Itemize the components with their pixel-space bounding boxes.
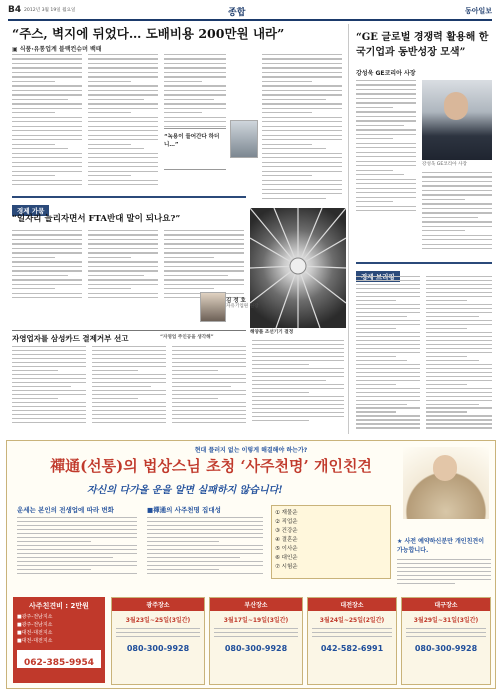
executive-face xyxy=(444,92,468,120)
fortune-item: ⑦ 시험운 xyxy=(275,564,298,570)
ad-monk-image xyxy=(403,447,489,519)
column-box-label: 경제 가뭄 xyxy=(12,205,49,216)
issue-date: 2012년 3월 19일 월요일 xyxy=(24,8,76,13)
column-box-2-tag: “자영업 주인공을 생각해” xyxy=(160,335,214,340)
venue-date: 3월17일~19일(3일간) xyxy=(223,617,289,624)
venue-phone: 080-300-9928 xyxy=(224,643,288,653)
column-box-text-2 xyxy=(88,230,158,300)
ad-price: 사주친견비 : 2만원 xyxy=(29,602,89,610)
venue-phone: 042-582-6991 xyxy=(320,643,384,653)
venue-city: 대전장소 xyxy=(308,598,396,611)
main-article-col-4 xyxy=(262,54,342,204)
right-article-text-2 xyxy=(422,172,492,252)
columnist-photo xyxy=(200,292,226,322)
ad-venue xyxy=(209,597,303,685)
right-subhead: 강성욱 GE코리아 사장 xyxy=(356,70,416,77)
venue-city: 부산장소 xyxy=(210,598,302,611)
venue-city: 대구장소 xyxy=(402,598,490,611)
monk-head xyxy=(433,455,457,481)
quote-text: “녹용이 들어간다 하더니…” xyxy=(164,134,220,148)
venue-date: 3월23일~25일(3일간) xyxy=(125,617,191,624)
brand-logo: 동아일보 xyxy=(464,7,492,15)
executive-photo xyxy=(422,80,492,160)
venue-date: 3월29일~31일(3일간) xyxy=(413,617,479,624)
executive-photo-caption: 강성욱 GE코리아 사장 xyxy=(422,162,467,167)
venue-address xyxy=(112,624,204,644)
fortune-item: ② 직업운 xyxy=(275,519,298,525)
ad-venue xyxy=(307,597,397,685)
ad-region: ■광주-전남지소 xyxy=(17,622,53,628)
ad-fortune-list xyxy=(271,505,391,579)
ad-left-phone: 062-385-9954 xyxy=(17,650,101,668)
column-box-2-rule xyxy=(12,330,246,331)
columnist-title: 자유기업원 원장 xyxy=(226,304,259,309)
masthead-rule xyxy=(8,19,492,21)
economy-brief-col-2 xyxy=(426,276,492,436)
ad-region: ■광주-전남지소 xyxy=(17,614,53,620)
center-photo-caption: 해양플 조선기기 결정 xyxy=(250,330,294,335)
column-box-text-1 xyxy=(12,230,82,300)
column-box-text-3 xyxy=(164,230,244,300)
column-box-2-text-1 xyxy=(12,346,86,434)
right-article-text-1 xyxy=(356,80,416,215)
ad-col-1-text xyxy=(17,517,137,587)
fortune-item: ⑥ 대인운 xyxy=(275,555,298,561)
ad-region: ■대전-대전지소 xyxy=(17,638,53,644)
ad-title: 禪通(선통)의 법상스님 초청 ‘사주천명’ 개인친견 xyxy=(50,457,372,475)
quote-box xyxy=(164,128,226,170)
venue-city: 광주장소 xyxy=(112,598,204,611)
main-article-col-2 xyxy=(88,54,158,194)
main-headline: “주스, 벽지에 뒤었다… 도배비용 200만원 내라” xyxy=(12,26,285,41)
ad-notice: ★ 사전 예약하신분만 개인친견이 가능합니다. xyxy=(397,538,484,554)
ad-venue xyxy=(111,597,205,685)
ad-col-2-head: ■禪通의 사주천명 집대성 xyxy=(147,506,221,514)
venue-phone: 080-300-9928 xyxy=(414,643,478,653)
section-title: 종합 xyxy=(228,8,246,18)
machinery-spokes xyxy=(250,208,346,328)
column-box-2-text-2 xyxy=(92,346,166,434)
venue-address xyxy=(308,624,396,644)
right-headline: “GE 글로벌 경쟁력 활용해 한국기업과 동반성장 모색” xyxy=(356,32,489,58)
venue-address xyxy=(210,624,302,644)
column-rule xyxy=(348,24,349,434)
page-number: B4 xyxy=(8,5,22,15)
columnist-name: 김 정 호 xyxy=(226,298,246,304)
center-photo xyxy=(250,208,346,328)
column-box-2-text-3 xyxy=(172,346,246,434)
column-box-2-headline: 자영업자를 삼성카드 결제거부 선고 xyxy=(12,334,129,343)
column-box-headline: “일자리 늘리자면서 FTA반대 말이 되나요?” xyxy=(12,214,181,224)
main-subhead: ▣ 식품·유통업계 블랙컨슈머 백태 xyxy=(12,46,102,53)
ad-col-1-head: 운세는 본인의 전생업에 따라 변화 xyxy=(17,506,114,514)
fortune-item: ⑤ 이사운 xyxy=(275,546,298,552)
ad-top-line: 현대 플러지 없는 이렇게 해결해야 하는가? xyxy=(194,447,308,454)
ad-tagline: 자신의 다가올 운을 알면 실패하지 않습니다! xyxy=(87,485,283,496)
main-article-col-1 xyxy=(12,54,82,194)
economy-brief-col-1 xyxy=(356,276,420,436)
person-photo-small xyxy=(230,120,258,158)
ad-notice-text xyxy=(397,559,491,591)
fortune-item: ③ 건강운 xyxy=(275,528,298,534)
venue-date: 3월24일~25일(2일간) xyxy=(319,617,385,624)
ad-venue xyxy=(401,597,491,685)
venue-phone: 080-300-9928 xyxy=(126,643,190,653)
ad-region: ■대전-대전지소 xyxy=(17,630,53,636)
venue-address xyxy=(402,624,490,644)
masthead xyxy=(8,4,492,20)
center-article-text xyxy=(252,340,344,434)
advertisement xyxy=(6,440,496,689)
ad-col-2-text xyxy=(147,517,263,587)
fortune-item: ① 재물운 xyxy=(275,510,298,516)
fortune-item: ④ 결혼운 xyxy=(275,537,298,543)
ad-price-box xyxy=(13,597,105,683)
main-article-col-3 xyxy=(164,54,226,130)
column-box xyxy=(12,196,246,300)
